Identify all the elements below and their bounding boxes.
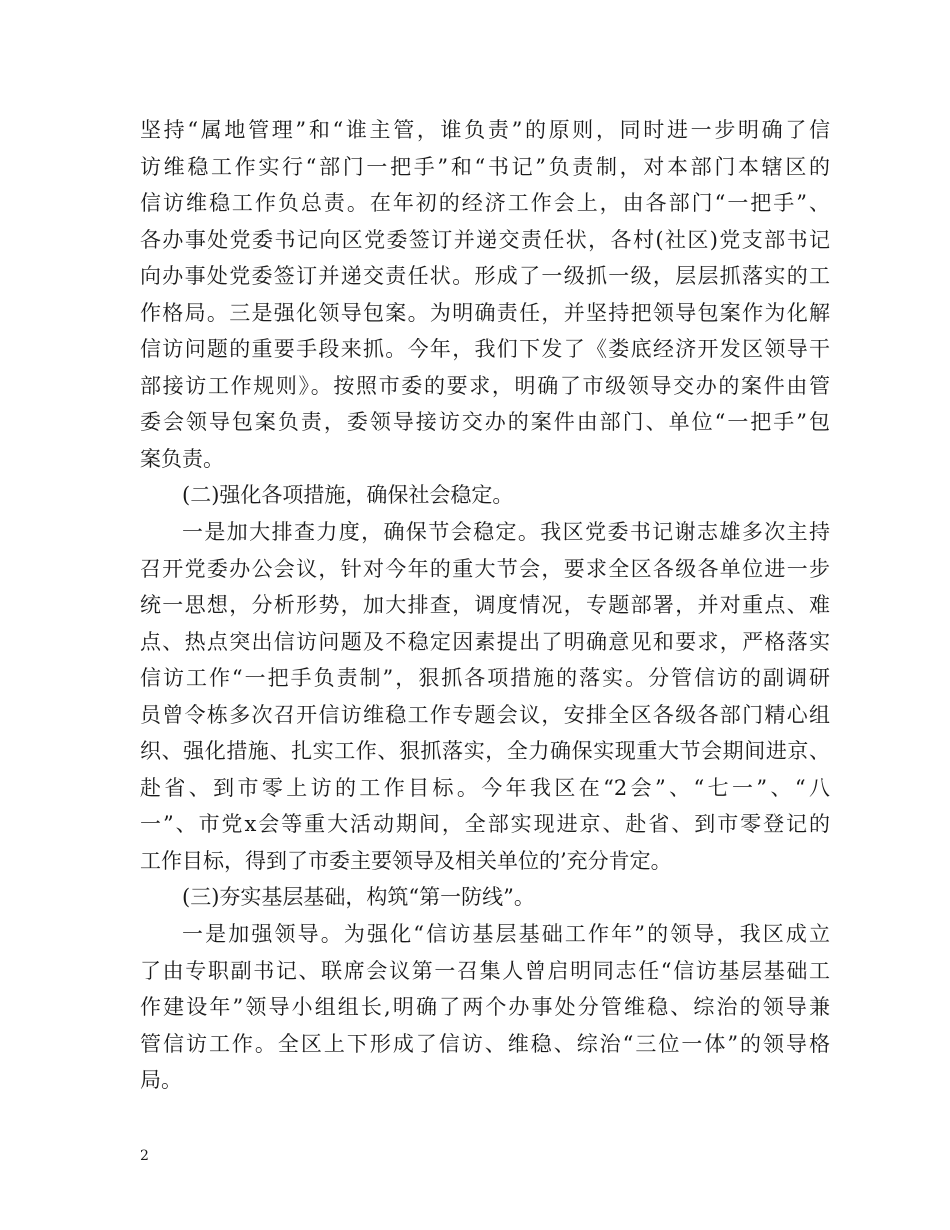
text-line: 局。 — [140, 1068, 182, 1093]
text-line: 信访维稳工作负总责。在年初的经济工作会上，由各部门“一把手”、 — [140, 191, 830, 216]
text-line: 信访问题的重要手段来抓。今年，我们下发了《娄底经济开发区领导干 — [140, 337, 830, 362]
text-line: 作建设年”领导小组组长,明确了两个办事处分管维稳、综治的领导兼 — [140, 995, 830, 1020]
text-line: (三)夯实基层基础，构筑“第一防线”。 — [182, 885, 535, 910]
text-line: 各办事处党委书记向区党委签订并递交责任状，各村(社区)党支部书记 — [140, 227, 830, 252]
body-text — [140, 112, 830, 1099]
text-line: 织、强化措施、扎实工作、狠抓落实，全力确保实现重大节会期间进京、 — [140, 739, 830, 764]
text-line: 委会领导包案负责，委领导接访交办的案件由部门、单位“一把手”包 — [140, 410, 830, 435]
text-line: 统一思想，分析形势，加大排查，调度情况，专题部署，并对重点、难 — [140, 593, 830, 618]
text-line: 点、热点突出信访问题及不稳定因素提出了明确意见和要求，严格落实 — [140, 629, 830, 654]
text-line: 一是加强领导。为强化“信访基层基础工作年”的领导，我区成立 — [182, 922, 830, 947]
text-line: 坚持“属地管理”和“谁主管，谁负责”的原则，同时进一步明确了信 — [140, 118, 830, 142]
text-line: 了由专职副书记、联席会议第一召集人曾启明同志任“信访基层基础工 — [140, 958, 830, 983]
text-line: 作格局。三是强化领导包案。为明确责任，并坚持把领导包案作为化解 — [140, 300, 830, 325]
text-line: 向办事处党委签订并递交责任状。形成了一级抓一级，层层抓落实的工 — [140, 264, 830, 289]
text-line: (二)强化各项措施，确保社会稳定。 — [182, 483, 514, 508]
text-line: 一”、市党x会等重大活动期间，全部实现进京、赴省、到市零登记的 — [140, 812, 830, 837]
text-line: 赴省、到市零上访的工作目标。今年我区在“2会”、“七一”、“八 — [140, 775, 830, 800]
text-line: 信访工作“一把手负责制”，狠抓各项措施的落实。分管信访的副调研 — [140, 666, 830, 691]
text-line: 召开党委办公会议，针对今年的重大节会，要求全区各级各单位进一步 — [140, 556, 830, 581]
text-line: 案负责。 — [140, 446, 224, 471]
text-line: 员曾令栋多次召开信访维稳工作专题会议，安排全区各级各部门精心组 — [140, 702, 830, 727]
text-line: 管信访工作。全区上下形成了信访、维稳、综治“三位一体”的领导格 — [140, 1031, 830, 1056]
page-number: 2 — [140, 1148, 149, 1164]
text-line: 部接访工作规则》。按照市委的要求，明确了市级领导交办的案件由管 — [140, 373, 830, 398]
text-line: 访维稳工作实行“部门一把手”和“书记”负责制，对本部门本辖区的 — [140, 154, 830, 179]
text-line: 工作目标，得到了市委主要领导及相关单位的’充分肯定。 — [140, 848, 672, 873]
text-line: 一是加大排查力度，确保节会稳定。我区党委书记谢志雄多次主持 — [182, 520, 830, 545]
